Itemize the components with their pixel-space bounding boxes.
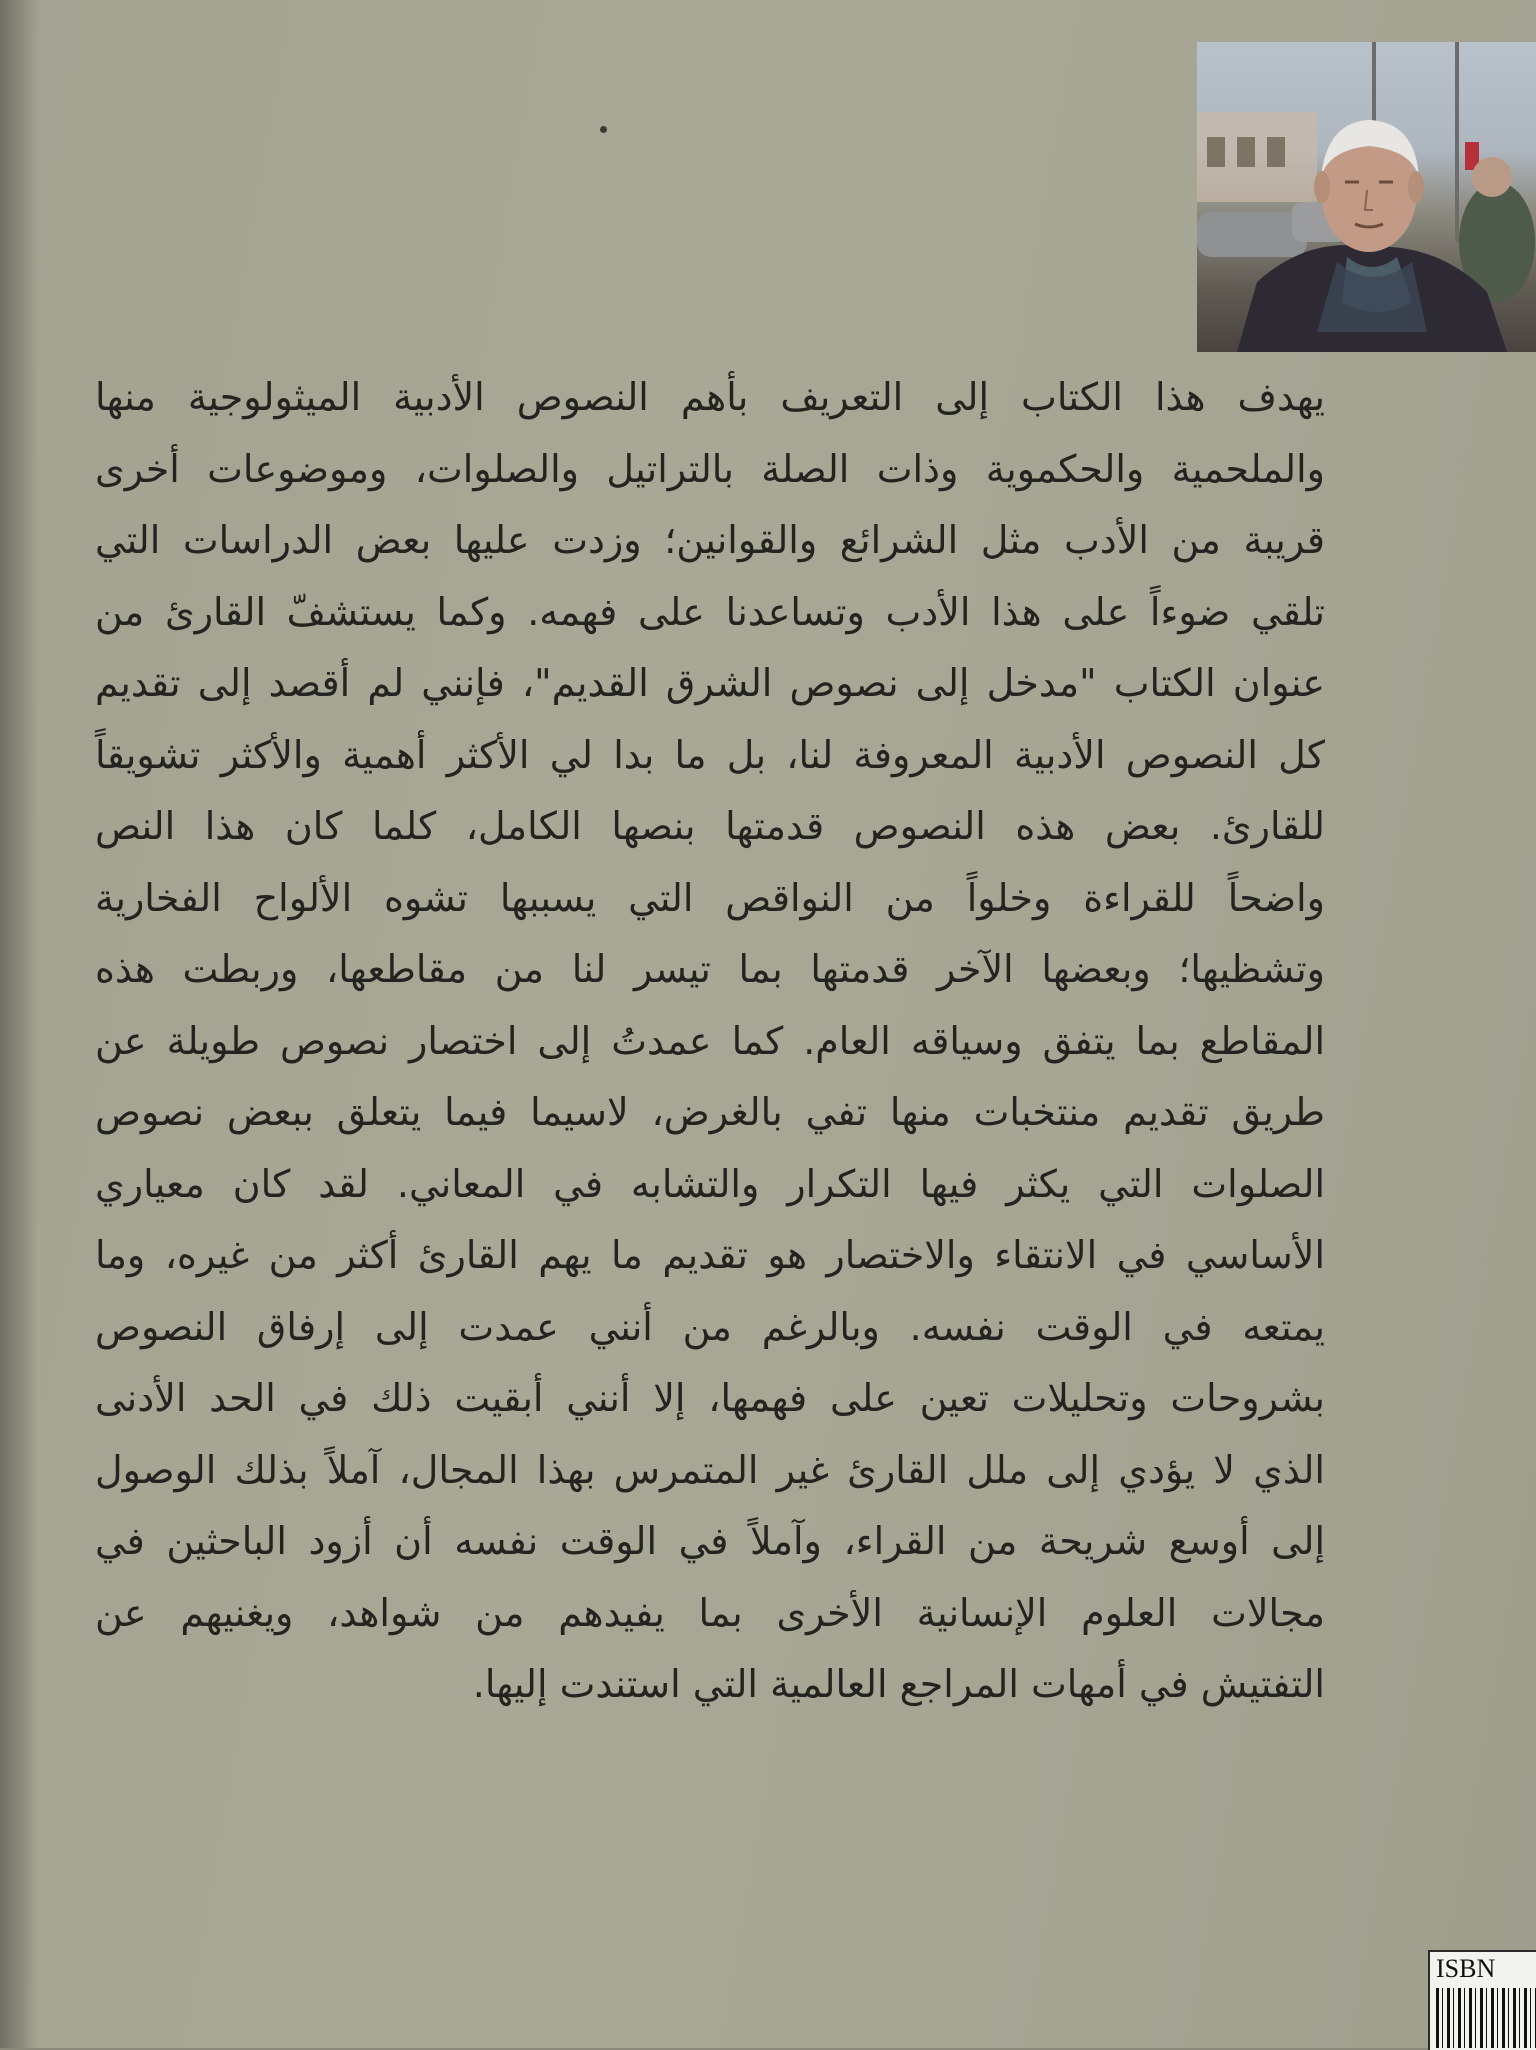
description-line: إلى أوسع شريحة من القراء، وآملاً في الوقت نفسه أن أزود الباحثين في [95, 1519, 1325, 1563]
description-line: الصلوات التي يكثر فيها التكرار والتشابه في المعاني. لقد كان معياري [95, 1161, 1325, 1206]
description-line: طريق تقديم منتخبات منها تفي بالغرض، لاسيما فيما يتعلق ببعض نصوص [95, 1090, 1325, 1134]
description-line: التفتيش في أمهات المراجع العالمية التي استندت إليها. [472, 1662, 1325, 1706]
description-line: والملحمية والحكموية وذات الصلة بالتراتيل والصلوات، وموضوعات أخرى [95, 446, 1325, 491]
cover-edge-shadow [0, 0, 38, 2048]
author-portrait-drawing [1197, 42, 1536, 352]
isbn-barcode-box [1428, 1950, 1536, 2050]
description-line: الأساسي في الانتقاء والاختصار هو تقديم ما يهم القارئ أكثر من غيره، وما [95, 1233, 1325, 1277]
isbn-label: ISBN [1436, 1954, 1496, 1983]
description-line: الذي لا يؤدي إلى ملل القارئ غير المتمرس بهذا المجال، آملاً بذلك الوصول [95, 1447, 1325, 1492]
author-photo [1197, 42, 1536, 352]
description-line: عنوان الكتاب "مدخل إلى نصوص الشرق القديم"، فإنني لم أقصد إلى تقديم [95, 661, 1325, 705]
book-description [95, 362, 1325, 1721]
description-line: للقارئ. بعض هذه النصوص قدمتها بنصها الكامل، كلما كان هذا النص [95, 804, 1325, 848]
description-line: المقاطع بما يتفق وسياقه العام. كما عمدتُ إلى اختصار نصوص طويلة عن [95, 1018, 1325, 1063]
description-line: يهدف هذا الكتاب إلى التعريف بأهم النصوص الأدبية الميثولوجية منها [95, 375, 1325, 419]
description-line: تلقي ضوءاً على هذا الأدب وتساعدنا على فهمه. وكما يستشفّ القارئ من [95, 589, 1325, 634]
description-line: مجالات العلوم الإنسانية الأخرى بما يفيدهم من شواهد، ويغنيهم عن [95, 1590, 1325, 1635]
description-line: واضحاً للقراءة وخلواً من النواقص التي يسببها تشوه الألواح الفخارية [95, 875, 1325, 920]
description-line: بشروحات وتحليلات تعين على فهمها، إلا أنني أبقيت ذلك في الحد الأدنى [95, 1376, 1325, 1420]
description-line: يمتعه في الوقت نفسه. وبالرغم من أنني عمدت إلى إرفاق النصوص [95, 1304, 1325, 1349]
barcode-icon [1436, 1988, 1536, 2048]
description-line: وتشظيها؛ وبعضها الآخر قدمتها بما تيسر لنا من مقاطعها، وربطت هذه [95, 947, 1325, 991]
print-dot [600, 126, 607, 133]
description-line: قريبة من الأدب مثل الشرائع والقوانين؛ وزدت عليها بعض الدراسات التي [95, 518, 1325, 562]
description-line: كل النصوص الأدبية المعروفة لنا، بل ما بدا لي الأكثر أهمية والأكثر تشويقاً [95, 732, 1325, 777]
